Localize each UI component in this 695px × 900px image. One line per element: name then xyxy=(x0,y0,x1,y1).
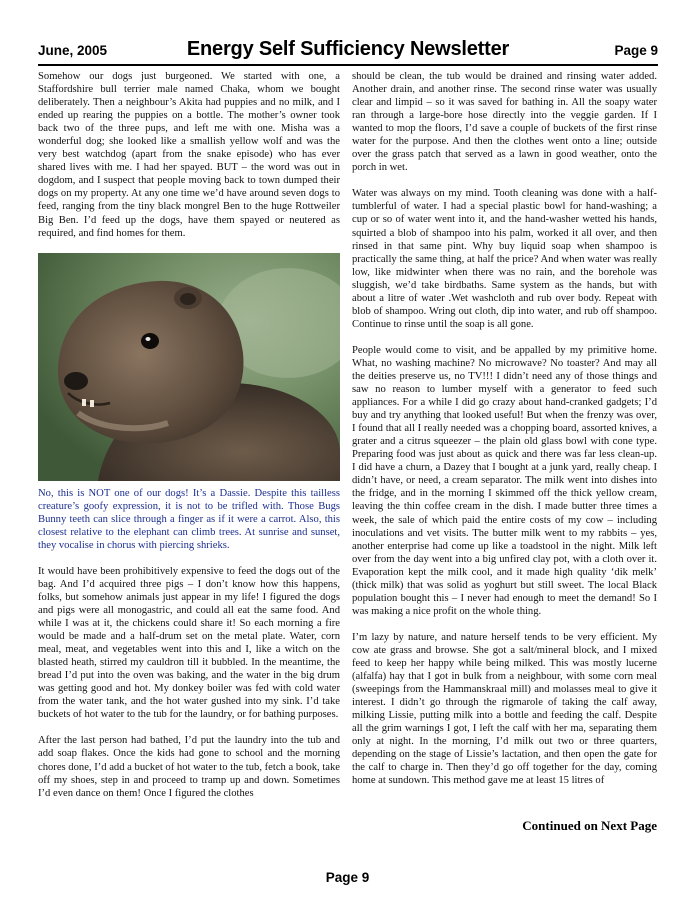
paragraph-dogs: Somehow our dogs just burgeoned. We started with one, a Staffordshire bull terrier male named Chaka, whom we bought deliberately. Then a neighbour’s Akita had puppies and no milk, and I ended up rearing the puppies on a bottle. The mother’s owner took back two of the three pups, and left me with one. Misha was a wonderful dog; she looked like a smallish yellow wolf and was the very best watchdog (apart from the snake episode) who has ever shared lives with me. I had her spayed. BUT – the word was out in dogdom, and I suspect that people moving back to town dumped their dogs on my property. At any one time we’d have around seven dogs to feed, ranging from the tiny black mongrel Ben to the huge Rottweiler Big Ben. I’d feed up the dogs, have them spayed or neutered as required, and find homes for them. xyxy=(38,71,340,239)
paragraph-feeding: It would have been prohibitively expensive to feed the dogs out of the bag. And I’d acquired three pigs – I don’t know how this happens, folks, but somehow animals just appear in my life! I figured the dogs and pigs were all monogastric, and could all eat the same food. And while I was at it, the chickens could share it! So each morning a fire would be made and a half-drum set on the metal plate. Water, corn meal, meat, and vegetables went into this and I, like a witch on the blasted heath, stirred my cauldron till it bubbled. In the meantime, the bread I’d put into the oven was baking, and the water in the big drum was getting good and hot. My donkey boiler was fed with cold water from the water tank, and the hot water gushed into my sink. I’d take buckets of hot water to the tub for the laundry, or for bathing purposes. xyxy=(38,565,340,721)
paragraph-cow: I’m lazy by nature, and nature herself tends to be very efficient. My cow ate grass and browse. She got a salt/mineral block, and I mixed feed to keep her happy while being milked. This was mostly lucerne (alfalfa) hay that I got in bulk from a neighbour, with some corn meal (sweepings from the Hammanskraal mill) and molasses meal to give it interest. I didn’t go through the rigmarole of taking the calf away, milking Lissie, putting milk into a bottle and feeding the calf. Despite all the grim warnings I got, I left the calf with her ma, separating them only at night. In the morning, I’d milk out two or three quarters, depending on the stage of Lissie’s lactation, and then open the gate for the calf to charge in. Then they’d go off together for the day, coming home at sundown. This method gave me at least 15 litres of xyxy=(352,631,657,787)
header-page-number: Page 9 xyxy=(614,43,658,58)
issue-date: June, 2005 xyxy=(38,43,108,58)
footer-page-number: Page 9 xyxy=(325,870,370,885)
paragraph-visitors: People would come to visit, and be appalled by my primitive home. What, no washing machine? No microwave? No toaster? And may all the deities preserve us, no TV!!! I didn’t need any of those things and saw no reason to lumber myself with a generator to feed such appliances. For a while I did go crazy about hand-cranked gadgets; I’d buy and try anything that looked useful! But when the frenzy was over, I found that all I really needed was a chopping board, assorted knives, a grater and a citrus squeezer – the plain old glass bowl with cone type. Preparing food was just about as quick and there was far less clean-up. I did have a churn, a Dazey that I bought at a junk yard, really cheap. I didn’t have, or need, a cream separator. The milk went into dishes into the fridge, and in the morning I skimmed off the thick yellow cream, leaving the thin coffee cream in the dish. I made butter three times a week, the sale of which paid the entire costs of my cow – including inoculations and vet visits. The butter milk went to my rabbits – yes, another enterprise had come up like a toadstool in the night. Milk left over from the day went into a big unfired clay pot, with a cloth over it. Evaporation kept the milk cool, and it made high quality ‘dik melk’ (thick milk) that was solid as yoghurt but still sweet. The local Black population bought this – I never had enough to meet the demand! So I was making a nice profit on the whole thing. xyxy=(352,344,657,617)
photo-caption: No, this is NOT one of our dogs! It’s a Dassie. Despite this tailless creature’s goofy expression, it is not to be trifled with. Those Bugs Bunny teeth can slice through a finger as if it were a carrot. Also, this closest relative to the elephant can climb trees. At sunrise and sunset, they vocalise in chorus with piercing shrieks. xyxy=(38,487,340,551)
page-header xyxy=(38,38,658,64)
paragraph-rinse: should be clean, the tub would be drained and rinsing water added. Another drain, and another rinse. The second rinse water was usually clear and limpid – so it was saved for bathing in. All the soapy water ran through a large-bore hose directly into the veggie garden. If I wanted to mop the floors, I’d save a couple of buckets of the first rinse water for the purpose. And then the clothes went onto a line; outside over the grass patch that served as a lawn in good weather, onto the porch in wet. xyxy=(352,71,657,174)
continued-note: Continued on Next Page xyxy=(522,818,657,833)
right-column xyxy=(352,70,657,800)
left-column xyxy=(38,70,340,813)
header-rule xyxy=(38,64,658,66)
paragraph-water: Water was always on my mind. Tooth cleaning was done with a half-tumblerful of water. I had a special plastic bowl for hand-washing; a cup or so of water went into it, and the hand-washer wetted his hands, squirted a blob of shampoo into his palm, worked it all over, and then rinsed in that same pint. Why buy liquid soap when shampoo is practically the same thing, at half the price? And when water was really low, like midwinter when there was no rain, and the borehole was sluggish, we’d take birdbaths. Same system as the hands, but with about a litre of water .Wet washcloth and rub over body. Repeat with blob of shampoo. Wring out cloth, dip into water, and rub off shampoo. Continue to rinse until the soap is all gone. xyxy=(352,188,657,330)
dassie-photo xyxy=(38,253,340,481)
paragraph-laundry: After the last person had bathed, I’d put the laundry into the tub and add soap flakes. Once the kids had gone to school and the morning chores done, I’d add a bucket of hot water to the tub, fetch a book, take off my shoes, step in and proceed to tramp up and down. Sometimes I’d even dance on them! Once I figured the clothes xyxy=(38,735,340,799)
newsletter-title: Energy Self Sufficiency Newsletter xyxy=(186,38,510,60)
